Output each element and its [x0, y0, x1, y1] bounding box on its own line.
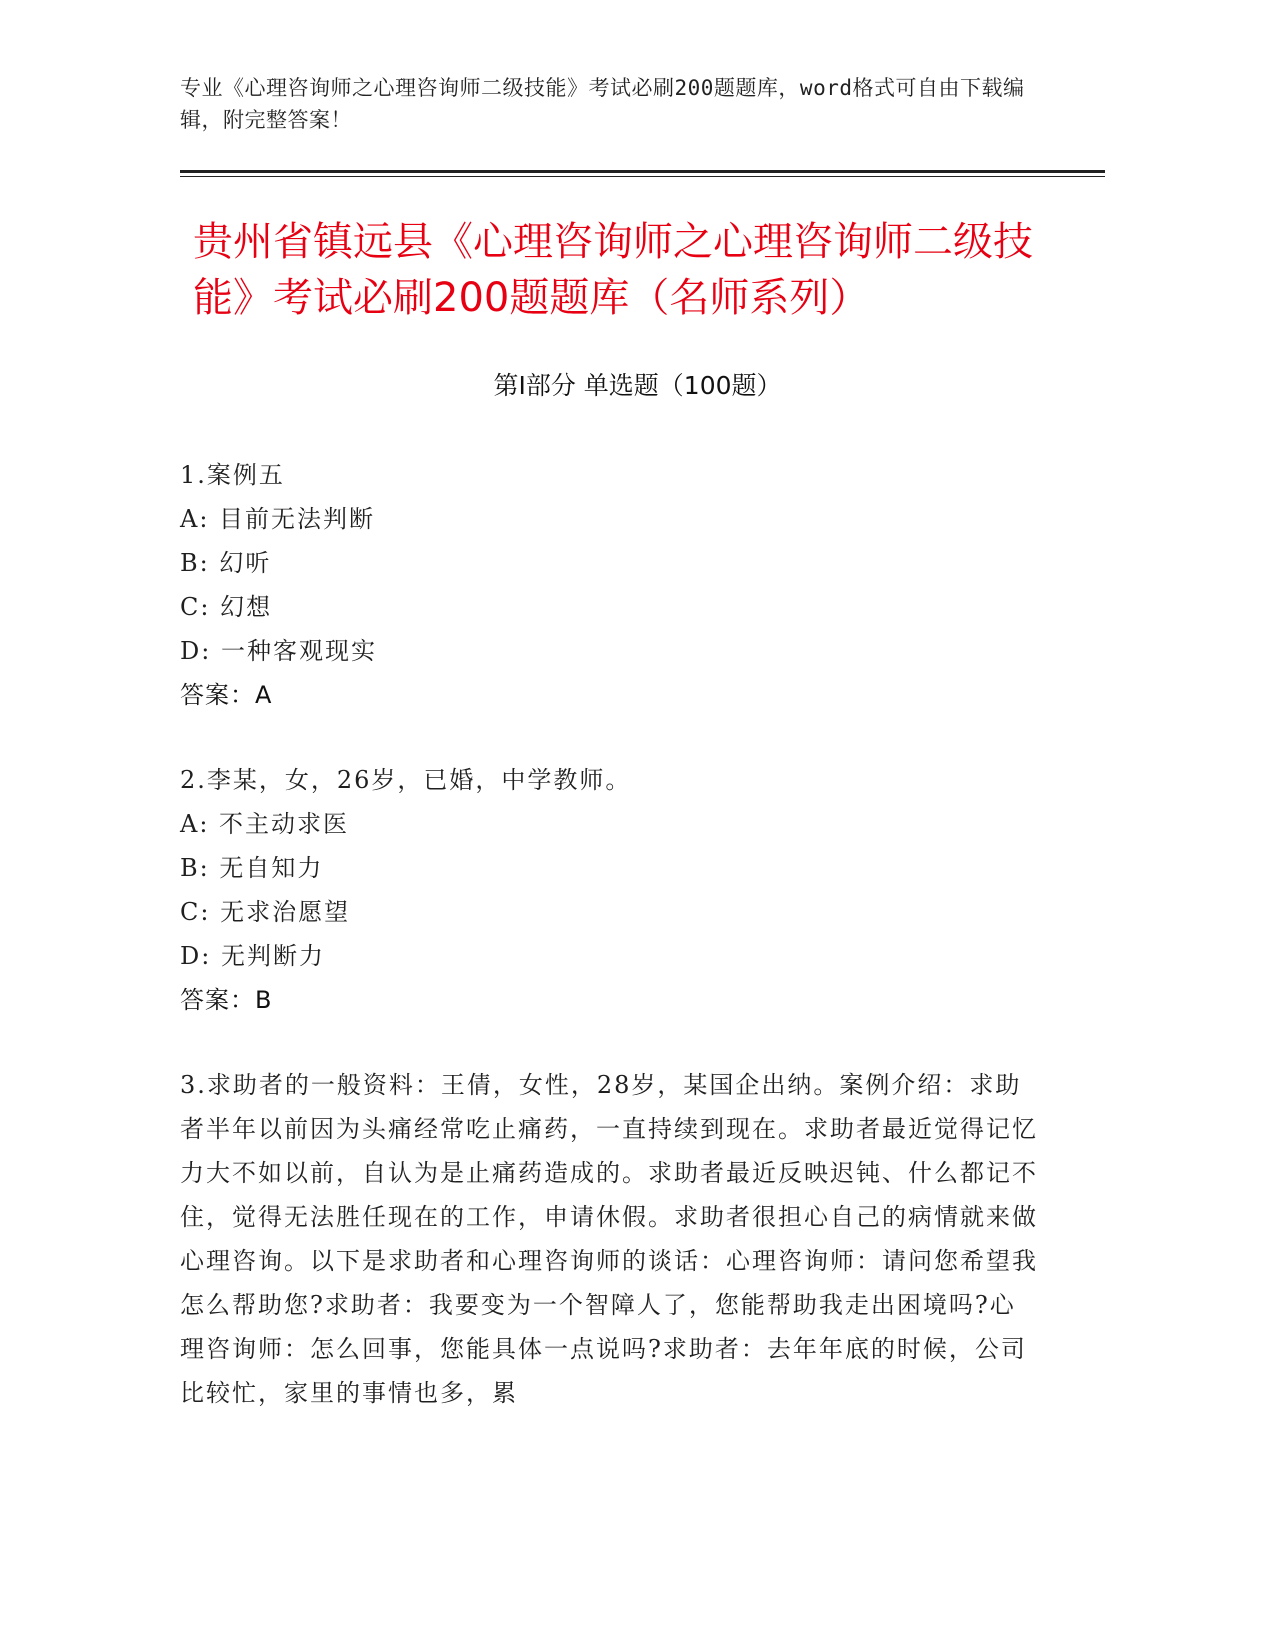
option-a: A: 不主动求医: [180, 810, 350, 838]
section-heading: 第Ⅰ部分 单选题（100题）: [493, 371, 782, 400]
document-title: 贵州省镇远县《心理咨询师之心理咨询师二级技能》考试必刷200题题库（名师系列）: [193, 219, 1033, 321]
option-c: C: 幻想: [180, 593, 273, 621]
option-b: B: 幻听: [180, 549, 272, 577]
question-1: [180, 453, 1040, 717]
option-d: D: 一种客观现实: [180, 637, 377, 665]
question-stem: 2.李某，女，26岁，已婚，中学教师。: [180, 766, 632, 794]
header-note: 专业《心理咨询师之心理咨询师二级技能》考试必刷200题题库，word格式可自由下载编辑，附完整答案！: [180, 76, 1025, 132]
option-a: A: 目前无法判断: [180, 505, 376, 533]
option-b: B: 无自知力: [180, 854, 324, 882]
question-stem: 3.求助者的一般资料：王倩，女性，28岁，某国企出纳。案例介绍：求助者半年以前因为头痛经常吃止痛药，一直持续到现在。求助者最近觉得记忆力大不如以前，自认为是止痛药造成的。求助者最近反映迟钝、什么都记不住，觉得无法胜任现在的工作，申请休假。求助者很担心自己的病情就来做心理咨询。以下是求助者和心理咨询师的谈话：心理咨询师：请问您希望我怎么帮助您?求助者：我要变为一个智障人了，您能帮助我走出困境吗?心理咨询师：怎么回事，您能具体一点说吗?求助者：去年年底的时候，公司比较忙，家里的事情也多，累: [180, 1071, 1038, 1407]
header-divider-thick: [180, 170, 1105, 173]
question-stem: 1.案例五: [180, 461, 285, 489]
answer-line: 答案：B: [180, 986, 273, 1014]
option-d: D: 无判断力: [180, 942, 325, 970]
answer-line: 答案：A: [180, 681, 273, 709]
question-list: [180, 453, 1040, 1456]
question-2: [180, 758, 1040, 1022]
question-3: [180, 1063, 1040, 1415]
header-divider-thin: [180, 176, 1105, 177]
option-c: C: 无求治愿望: [180, 898, 351, 926]
